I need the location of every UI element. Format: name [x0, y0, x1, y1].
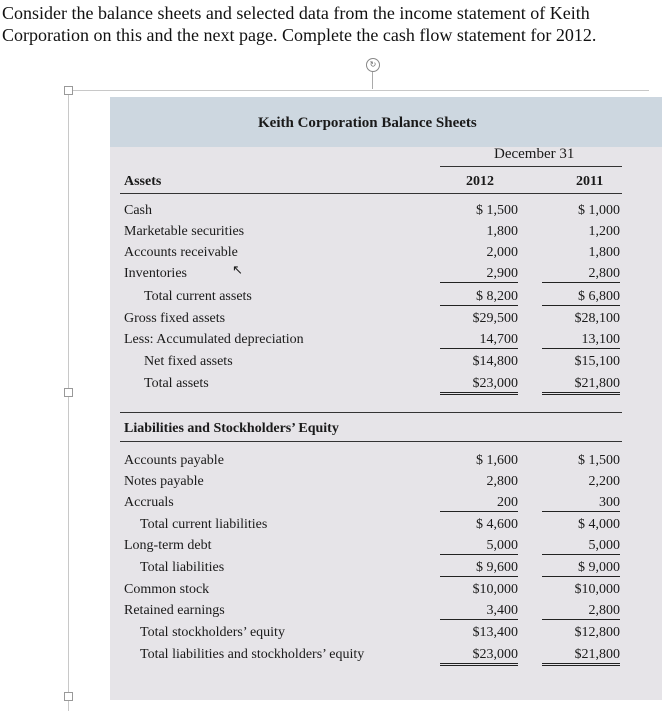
- row-label-total-current-liabilities: Total current liabilities: [140, 517, 268, 532]
- accounts-payable-2012: $ 1,600: [476, 453, 518, 468]
- row-label-total-liabilities: Total liabilities: [140, 560, 225, 575]
- rotate-handle-icon[interactable]: ↻: [366, 58, 380, 72]
- total-stockholders-equity-2012: $13,400: [472, 625, 518, 640]
- row-label-inventories: Inventories: [124, 266, 187, 281]
- row-label-common-stock: Common stock: [124, 582, 210, 597]
- accumulated-depreciation-2011: 13,100: [542, 332, 620, 349]
- total-current-assets-2012: $ 8,200: [440, 289, 518, 306]
- net-fixed-assets-2011: $15,100: [574, 354, 620, 369]
- cash-2011: $ 1,000: [578, 203, 620, 218]
- row-label-total-current-assets: Total current assets: [144, 289, 252, 304]
- gross-fixed-assets-2011: $28,100: [574, 311, 620, 326]
- cash-2012: $ 1,500: [476, 203, 518, 218]
- period-header-rule: [440, 166, 622, 167]
- row-label-marketable-securities: Marketable securities: [124, 224, 245, 239]
- accruals-2011: 300: [542, 495, 620, 512]
- row-label-long-term-debt: Long-term debt: [124, 538, 212, 553]
- row-label-net-fixed-assets: Net fixed assets: [144, 354, 233, 369]
- total-liabilities-2011: $ 9,000: [542, 560, 620, 577]
- retained-earnings-2012: 3,400: [440, 603, 518, 620]
- total-liabilities-and-equity-2012: $23,000: [440, 647, 518, 666]
- liabilities-header: Liabilities and Stockholders’ Equity: [124, 421, 339, 436]
- common-stock-2012: $10,000: [472, 582, 518, 597]
- retained-earnings-2011: 2,800: [542, 603, 620, 620]
- row-label-notes-payable: Notes payable: [124, 474, 204, 489]
- row-label-cash: Cash: [124, 203, 152, 218]
- total-liabilities-2012: $ 9,600: [440, 560, 518, 577]
- marketable-securities-2011: 1,200: [588, 224, 620, 239]
- liabilities-top-rule: [120, 412, 622, 413]
- accounts-receivable-2012: 2,000: [486, 245, 518, 260]
- long-term-debt-2012: 5,000: [440, 538, 518, 555]
- common-stock-2011: $10,000: [574, 582, 620, 597]
- gross-fixed-assets-2012: $29,500: [472, 311, 518, 326]
- table-title: Keith Corporation Balance Sheets: [258, 115, 477, 131]
- resize-handle-middle-left[interactable]: [64, 388, 73, 397]
- problem-line-2: Corporation on this and the next page. Complete the cash flow statement for 2012.: [2, 25, 597, 45]
- rotate-handle-stem: [372, 71, 373, 89]
- marketable-securities-2012: 1,800: [486, 224, 518, 239]
- accumulated-depreciation-2012: 14,700: [440, 332, 518, 349]
- row-label-accounts-receivable: Accounts receivable: [124, 245, 238, 260]
- problem-statement: [2, 2, 652, 46]
- notes-payable-2011: 2,200: [588, 474, 620, 489]
- row-label-total-liabilities-and-equity: Total liabilities and stockholders’ equity: [140, 647, 365, 662]
- assets-header: Assets: [124, 174, 162, 189]
- total-current-liabilities-2012: $ 4,600: [476, 517, 518, 532]
- total-assets-2011: $21,800: [542, 376, 620, 395]
- accruals-2012: 200: [440, 495, 518, 512]
- accounts-receivable-2011: 1,800: [588, 245, 620, 260]
- total-assets-2012: $23,000: [440, 376, 518, 395]
- row-label-accumulated-depreciation: Less: Accumulated depreciation: [124, 332, 304, 347]
- notes-payable-2012: 2,800: [486, 474, 518, 489]
- assets-header-rule: [120, 193, 622, 194]
- row-label-gross-fixed-assets: Gross fixed assets: [124, 311, 226, 326]
- row-label-retained-earnings: Retained earnings: [124, 603, 225, 618]
- total-current-liabilities-2011: $ 4,000: [578, 517, 620, 532]
- row-label-accruals: Accruals: [124, 495, 174, 510]
- liabilities-header-rule: [120, 441, 622, 442]
- row-label-accounts-payable: Accounts payable: [124, 453, 224, 468]
- row-label-total-assets: Total assets: [144, 376, 209, 391]
- inventories-2012: 2,900: [440, 266, 518, 283]
- year-2011-header: 2011: [576, 174, 604, 189]
- net-fixed-assets-2012: $14,800: [472, 354, 518, 369]
- year-2012-header: 2012: [466, 174, 494, 189]
- resize-handle-top-left[interactable]: [64, 86, 73, 95]
- long-term-debt-2011: 5,000: [542, 538, 620, 555]
- accounts-payable-2011: $ 1,500: [578, 453, 620, 468]
- mouse-cursor-icon: ↖: [232, 263, 243, 278]
- total-current-assets-2011: $ 6,800: [542, 289, 620, 306]
- row-label-total-stockholders-equity: Total stockholders’ equity: [140, 625, 285, 640]
- total-stockholders-equity-2011: $12,800: [574, 625, 620, 640]
- problem-line-1: Consider the balance sheets and selected data from the income statement of Keith: [2, 3, 590, 23]
- inventories-2011: 2,800: [542, 266, 620, 283]
- period-header: December 31: [494, 146, 575, 162]
- total-liabilities-and-equity-2011: $21,800: [542, 647, 620, 666]
